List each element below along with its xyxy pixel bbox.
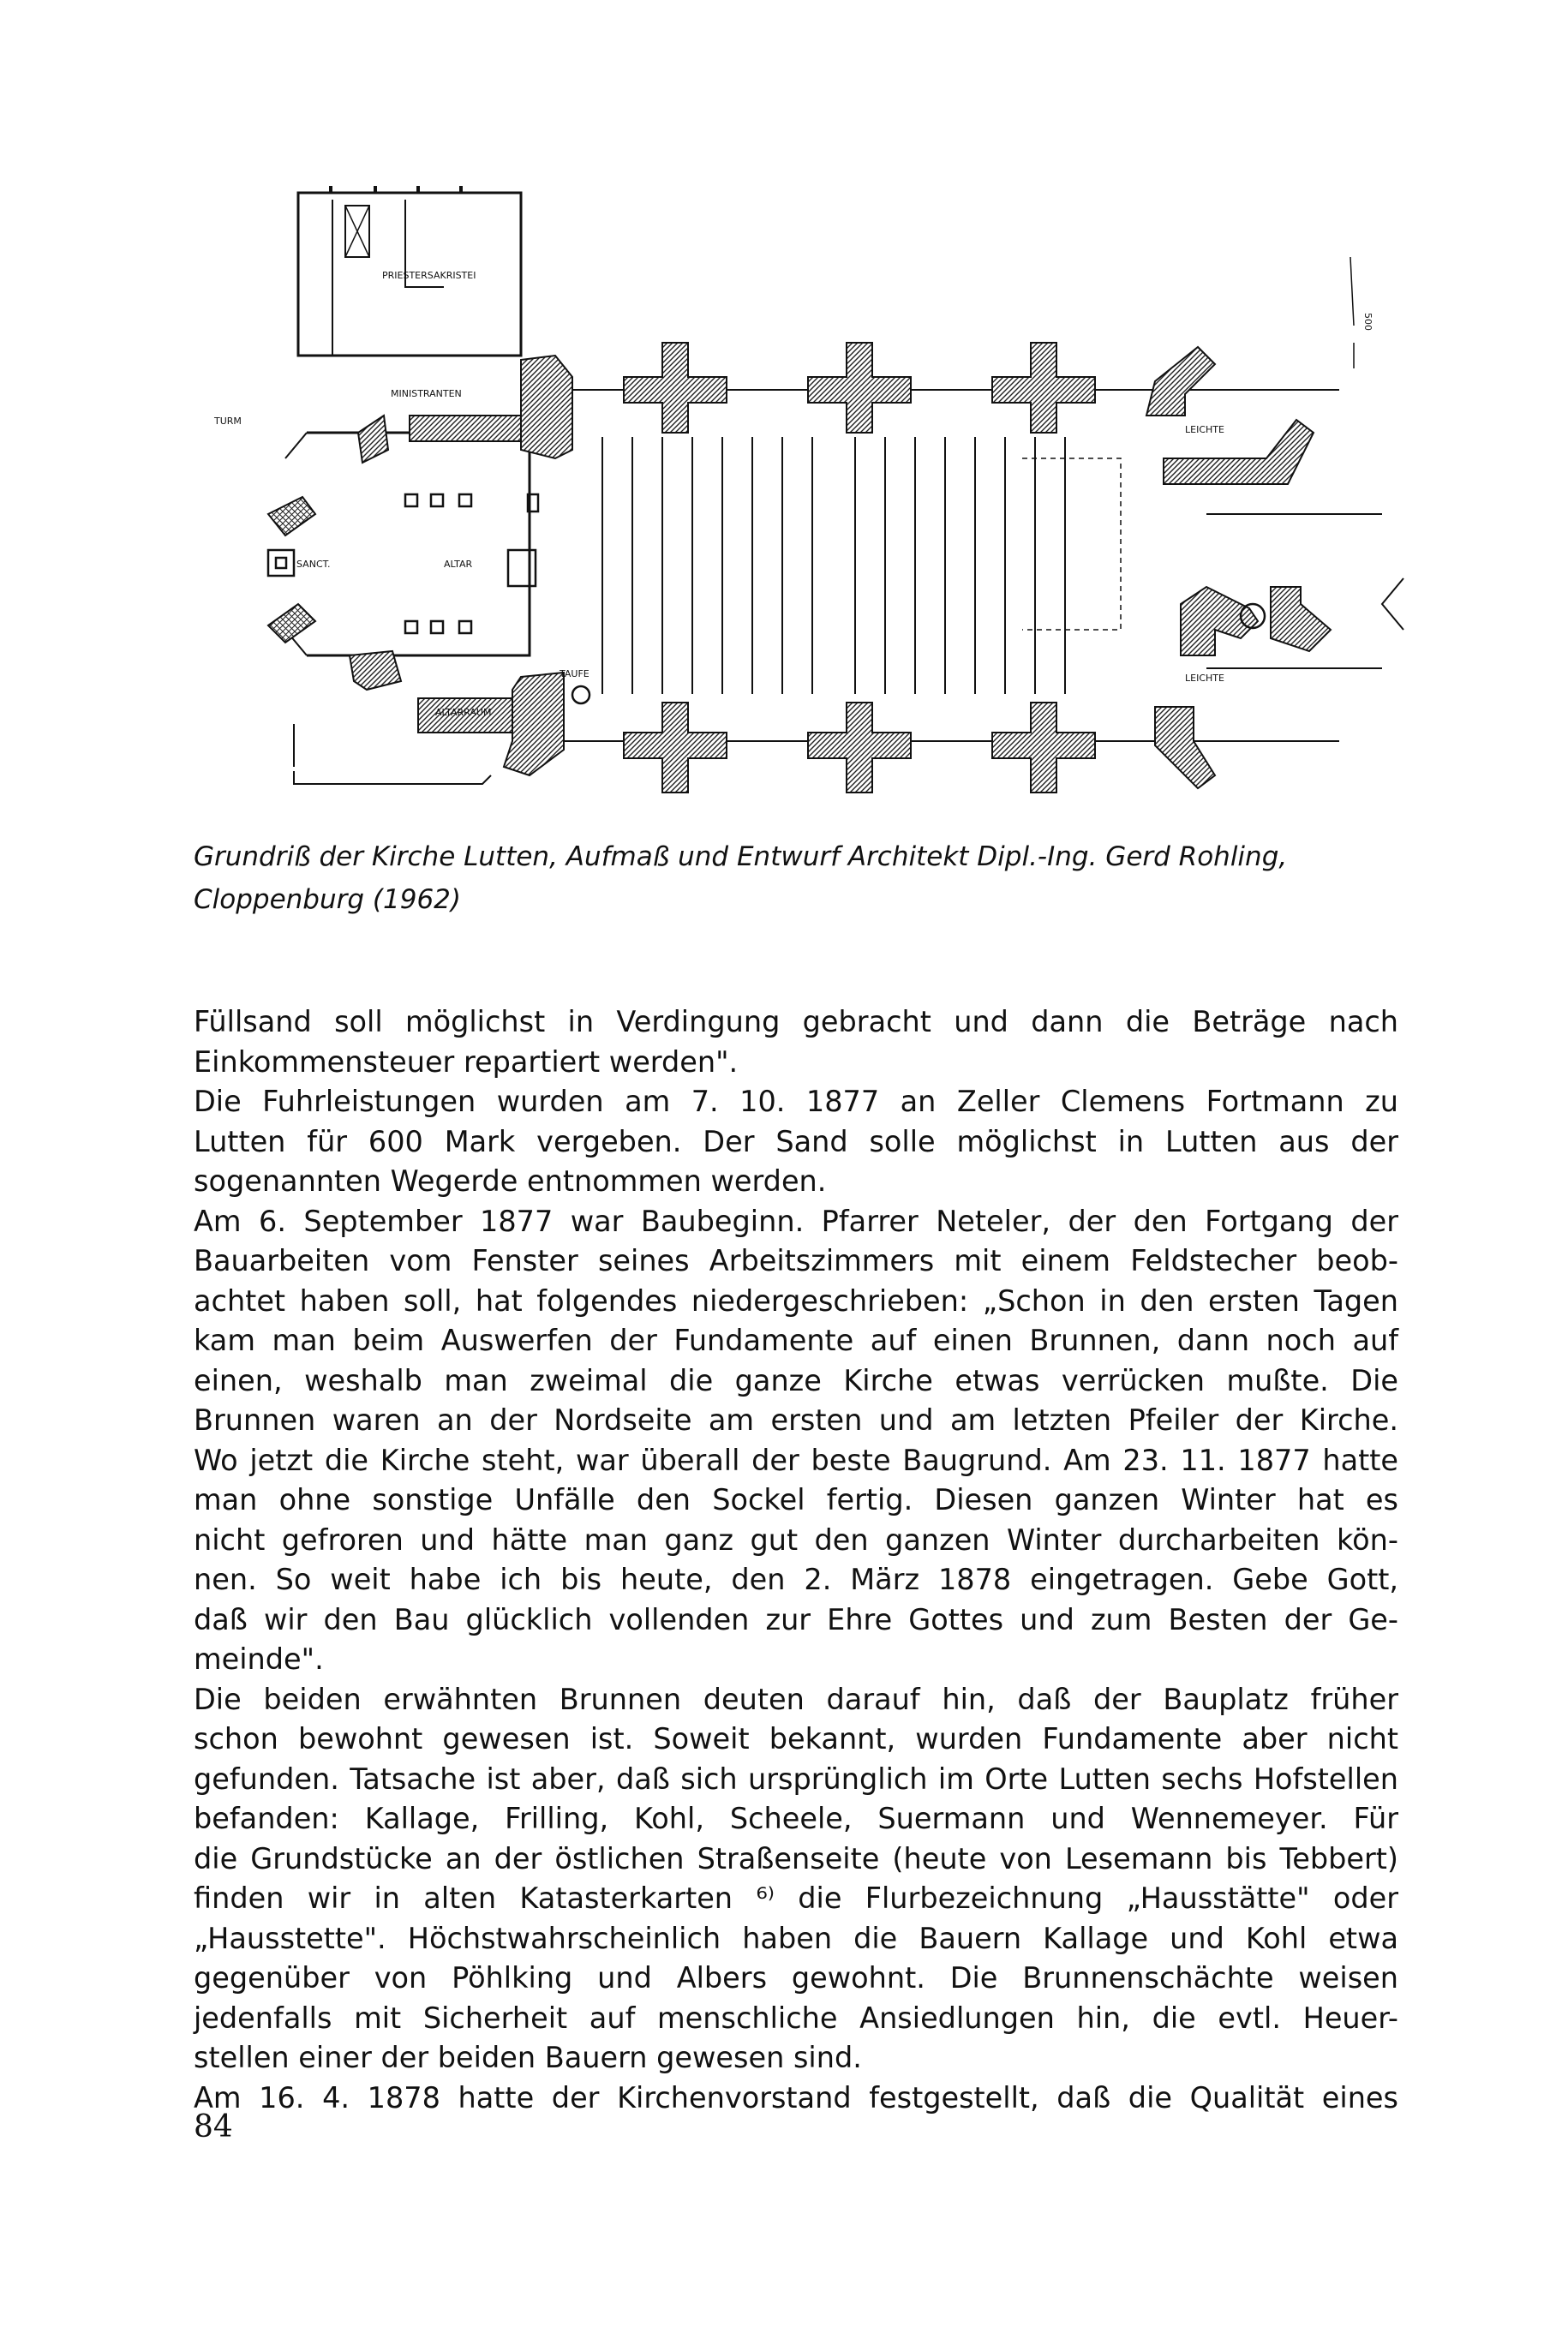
text-line: achtet haben soll, hat folgendes niedergeschrieben: „Schon in den ersten Tagen (194, 1283, 1398, 1318)
caption-line: Cloppenburg (1962) (194, 884, 461, 915)
text-line: Einkommensteuer repartiert werden". (194, 1044, 739, 1079)
label-dimension-500: 500 (1362, 313, 1373, 331)
label-taufe: TAUFE (560, 668, 589, 679)
altar-block (508, 550, 536, 586)
body-text (194, 1002, 1398, 2118)
label-ministranten: MINISTRANTEN (391, 388, 462, 399)
label-priestersakristei: PRIESTERSAKRISTEI (382, 270, 476, 281)
text-line: gefunden. Tatsache ist aber, daß sich ursprünglich im Orte Lutten sechs Hofstellen (194, 1762, 1398, 1796)
text-line: Brunnen waren an der Nordseite am ersten und am letzten Pfeiler der Kirche. (194, 1403, 1398, 1437)
text-line: finden wir in alten Katasterkarten ⁶⁾ die Flurbezeichnung „Hausstätte" oder (194, 1881, 1398, 1915)
text-line: Am 6. September 1877 war Baubeginn. Pfarrer Neteler, der den Fortgang der (194, 1204, 1398, 1238)
church-floor-plan (187, 176, 1421, 818)
text-line: befanden: Kallage, Frilling, Kohl, Scheele, Suermann und Wennemeyer. Für (194, 1802, 1398, 1835)
page-number: 84 (194, 2109, 233, 2145)
text-line: Die beiden erwähnten Brunnen deuten darauf hin, daß der Bauplatz früher (194, 1682, 1398, 1716)
text-line: man ohne sonstige Unfälle den Sockel fertig. Diesen ganzen Winter hat es (194, 1483, 1398, 1516)
text-line: kam man beim Auswerfen der Fundamente auf einen Brunnen, dann noch auf (194, 1324, 1398, 1357)
text-line: sogenannten Wegerde entnommen werden. (194, 1164, 827, 1198)
text-line: einen, weshalb man zweimal die ganze Kirche etwas verrücken mußte. Die (194, 1363, 1398, 1397)
text-line: die Grundstücke an der östlichen Straßenseite (heute von Lesemann bis Tebbert) (194, 1841, 1398, 1875)
text-line: Die Fuhrleistungen wurden am 7. 10. 1877 an Zeller Clemens Fortmann zu (194, 1085, 1398, 1118)
label-sanct: SANCT. (296, 559, 331, 570)
text-line: meinde". (194, 1642, 324, 1676)
text-line: gegenüber von Pöhlking und Albers gewohnt. Die Brunnenschächte weisen (194, 1961, 1398, 1995)
label-leichte-top: LEICHTE (1185, 424, 1224, 435)
text-line: „Hausstette". Höchstwahrscheinlich haben die Bauern Kallage und Kohl etwa (194, 1921, 1398, 1955)
text-line: schon bewohnt gewesen ist. Soweit bekannt, wurden Fundamente aber nicht (194, 1722, 1398, 1756)
text-line: Füllsand soll möglichst in Verdingung gebracht und dann die Beträge nach (194, 1005, 1398, 1038)
caption-line: Grundriß der Kirche Lutten, Aufmaß und Entwurf Architekt Dipl.-Ing. Gerd Rohling, (194, 841, 1288, 872)
label-leichte-bottom: LEICHTE (1185, 673, 1224, 684)
label-altarraum: ALTARRAUM (435, 707, 492, 718)
text-line: stellen einer der beiden Bauern gewesen sind. (194, 2041, 862, 2074)
text-line: Lutten für 600 Mark vergeben. Der Sand solle möglichst in Lutten aus der (194, 1124, 1398, 1158)
text-line: daß wir den Bau glücklich vollenden zur Ehre Gottes und zum Besten der Ge- (194, 1602, 1398, 1636)
text-line: nicht gefroren und hätte man ganz gut den ganzen Winter durcharbeiten kön- (194, 1522, 1398, 1557)
text-line: Bauarbeiten vom Fenster seines Arbeitszimmers mit einem Feldstecher beob- (194, 1244, 1398, 1277)
text-line: nen. So weit habe ich bis heute, den 2. März 1878 eingetragen. Gebe Gott, (194, 1563, 1398, 1596)
label-altar: ALTAR (444, 559, 473, 570)
text-line: jedenfalls mit Sicherheit auf menschliche Ansiedlungen hin, die evtl. Heuer- (194, 2001, 1398, 2035)
text-line: Wo jetzt die Kirche steht, war überall der beste Baugrund. Am 23. 11. 1877 hatte (194, 1443, 1398, 1477)
label-turm: TURM (214, 416, 242, 427)
figure-caption (194, 835, 1410, 921)
text-line: Am 16. 4. 1878 hatte der Kirchenvorstand festgestellt, daß die Qualität eines (194, 2080, 1398, 2115)
pews-right (855, 437, 1065, 694)
pews-left (602, 437, 812, 694)
